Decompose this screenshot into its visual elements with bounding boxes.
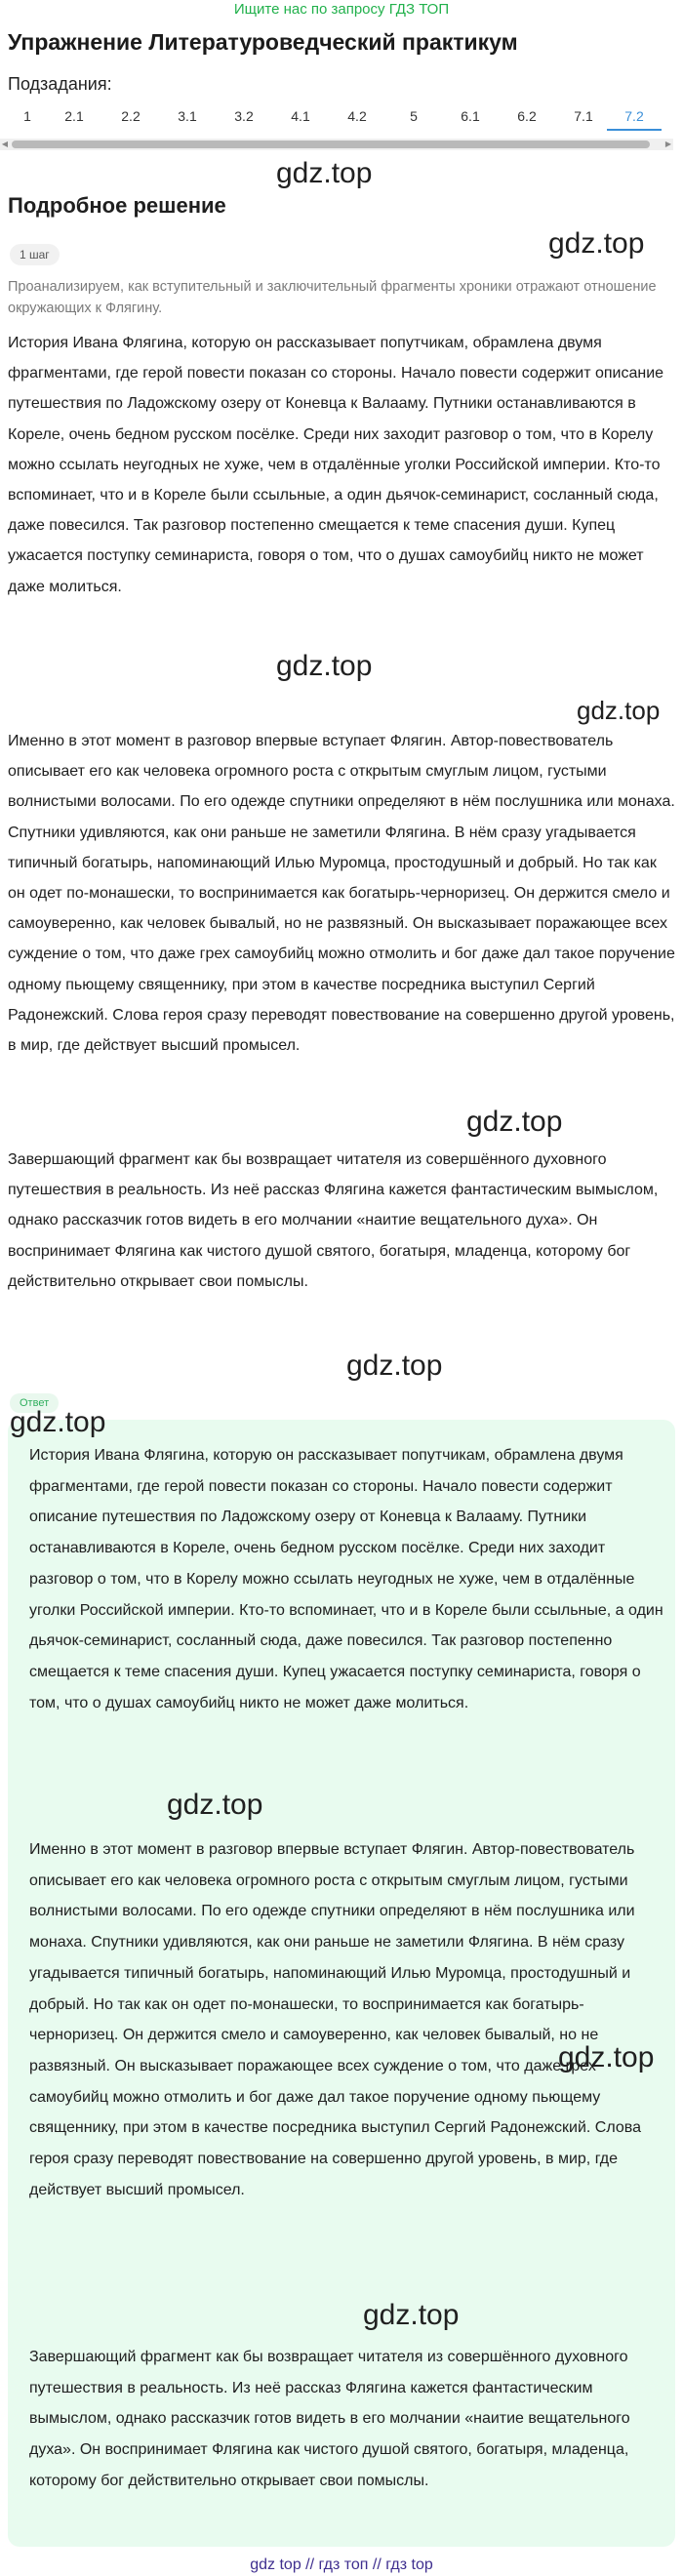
subtask-tab-active[interactable]: 7.2 <box>607 103 662 131</box>
watermark: gdz.top <box>276 650 373 682</box>
subtask-tab[interactable]: 2.1 <box>64 108 84 124</box>
answer-badge: Ответ <box>10 1393 59 1413</box>
subtask-tab[interactable]: 6.1 <box>461 108 480 124</box>
subtask-tab[interactable]: 1 <box>23 108 31 124</box>
solution-paragraph: Именно в этот момент в разговор впервые вступает Флягин. Автор-повествователь описывает его как человека огромного роста с открытым смуглым лицом, густыми волнистыми волосами. По его одежде спутники определяют в нём послушника или монаха. Спутники удивляются, как они раньше не заметили Флягина. В нём сразу угадывается типичный богатырь, напоминающий Илью Муромца, простодушный и добрый. Но так как он одет по-монашески, то воспринимается как богатырь-черноризец. Он держится смело и самоуверенно, как человек бывалый, но не развязный. Он высказывает поражающее всех суждение о том, что даже грех самоубийц можно отмолить и бог даже дал такое поручение одному пьющему священнику, при этом в качестве посредника выступил Сергий Радонежский. Слова героя сразу переводят повествование на совершенно другой уровень, в мир, где действует высший промысел. <box>8 733 675 1055</box>
answer-paragraph: Завершающий фрагмент как бы возвращает читателя из совершённого духовного путешествия в реальность. Из неё рассказ Флягина кажется фантастическим вымыслом, однако рассказчик готов видеть в его молчании «наитие вещательного духа». Он воспринимает Флягина как чистого душой святого, богатыря, младенца, которому бог действительно открывает свои помыслы. <box>29 2349 630 2489</box>
scroll-right-icon[interactable]: ▶ <box>664 140 672 148</box>
subtask-tab[interactable]: 5 <box>410 108 418 124</box>
promo-banner[interactable]: Ищите нас по запросу ГДЗ ТОП <box>233 1 450 18</box>
subtask-tab[interactable]: 4.1 <box>291 108 310 124</box>
subtask-tab[interactable]: 7.1 <box>574 108 593 124</box>
subtask-tabs <box>0 103 673 131</box>
step-description: Проанализируем, как вступительный и заключительный фрагменты хроники отражают отношение окружающих к Флягину. <box>8 279 657 316</box>
watermark: gdz.top <box>466 1106 563 1138</box>
footer-separator: // <box>372 2556 382 2573</box>
watermark: gdz.top <box>346 1349 443 1382</box>
watermark: gdz.top <box>10 1406 106 1438</box>
watermark: gdz.top <box>363 2299 460 2331</box>
subtask-tab[interactable]: 3.2 <box>234 108 254 124</box>
tabs-scrollbar[interactable] <box>0 139 673 150</box>
page-title: Упражнение Литературоведческий практикум <box>8 29 518 55</box>
scrollbar-thumb[interactable] <box>12 141 650 148</box>
watermark: gdz.top <box>577 696 661 725</box>
watermark: gdz.top <box>276 157 373 189</box>
scroll-left-icon[interactable]: ◀ <box>1 140 9 148</box>
subtask-tab[interactable]: 2.2 <box>121 108 141 124</box>
footer-link[interactable]: гдз топ <box>318 2556 369 2573</box>
section-title: Подробное решение <box>8 193 226 218</box>
footer-link[interactable]: гдз top <box>385 2556 433 2573</box>
solution-paragraph: Завершающий фрагмент как бы возвращает читателя из совершённого духовного путешествия в реальность. Из неё рассказ Флягина кажется фантастическим вымыслом, однако рассказчик готов видеть в его молчании «наитие вещательного духа». Он воспринимает Флягина как чистого душой святого, богатыря, младенца, которому бог действительно открывает свои помыслы. <box>8 1151 659 1290</box>
watermark: gdz.top <box>167 1789 263 1821</box>
step-badge: 1 шаг <box>10 244 60 265</box>
footer-separator: // <box>305 2556 315 2573</box>
subtasks-label: Подзадания: <box>8 74 112 94</box>
answer-paragraph: История Ивана Флягина, которую он рассказывает попутчикам, обрамлена двумя фрагментами, где герой повести показан со стороны. Начало повести содержит описание путешествия по Ладожскому озеру от Коневца к Валааму. Путники останавливаются в Кореле, очень бедном русском посёлке. Среди них заходит разговор о том, что в Корелу можно ссылать неугодных не хуже, чем в отдалённые уголки Российской империи. Кто-то вспоминает, что и в Кореле были ссыльные, а один дьячок-семинарист, сосланный сюда, даже повесился. Так разговор постепенно смещается к теме спасения души. Купец ужасается поступку семинариста, говоря о том, что о душах самоубийц никто не может даже молиться. <box>29 1447 663 1711</box>
watermark: gdz.top <box>558 2041 655 2073</box>
solution-paragraph: История Ивана Флягина, которую он рассказывает попутчикам, обрамлена двумя фрагментами, где герой повести показан со стороны. Начало повести содержит описание путешествия по Ладожскому озеру от Коневца к Валааму. Путники останавливаются в Кореле, очень бедном русском посёлке. Среди них заходит разговор о том, что в Корелу можно ссылать неугодных не хуже, чем в отдалённые уголки Российской империи. Кто-то вспоминает, что и в Кореле были ссыльные, а один дьячок-семинарист, сосланный сюда, даже повесился. Так разговор постепенно смещается к теме спасения души. Купец ужасается поступку семинариста, говоря о том, что о душах самоубийц никто не может даже молиться. <box>8 335 664 595</box>
answer-paragraph: Именно в этот момент в разговор впервые вступает Флягин. Автор-повествователь описывает его как человека огромного роста с открытым смуглым лицом, густыми волнистыми волосами. По его одежде спутники определяют в нём послушника или монаха. Спутники удивляются, как они раньше не заметили Флягина. В нём сразу угадывается типичный богатырь, напоминающий Илью Муромца, простодушный и добрый. Но так как он одет по-монашески, то воспринимается как богатырь-черноризец. Он держится смело и самоуверенно, как человек бывалый, но не развязный. Он высказывает поражающее всех суждение о том, что даже грех самоубийц можно отмолить и бог даже дал такое поручение одному пьющему священнику, при этом в качестве посредника выступил Сергий Радонежский. Слова героя сразу переводят повествование на совершенно другой уровень, в мир, где действует высший промысел. <box>29 1841 641 2198</box>
footer-links <box>0 2555 683 2576</box>
subtask-tab[interactable]: 3.1 <box>178 108 197 124</box>
subtask-tab[interactable]: 6.2 <box>517 108 537 124</box>
footer-link[interactable]: gdz top <box>250 2556 301 2573</box>
watermark: gdz.top <box>548 227 645 260</box>
subtask-tab[interactable]: 4.2 <box>347 108 367 124</box>
